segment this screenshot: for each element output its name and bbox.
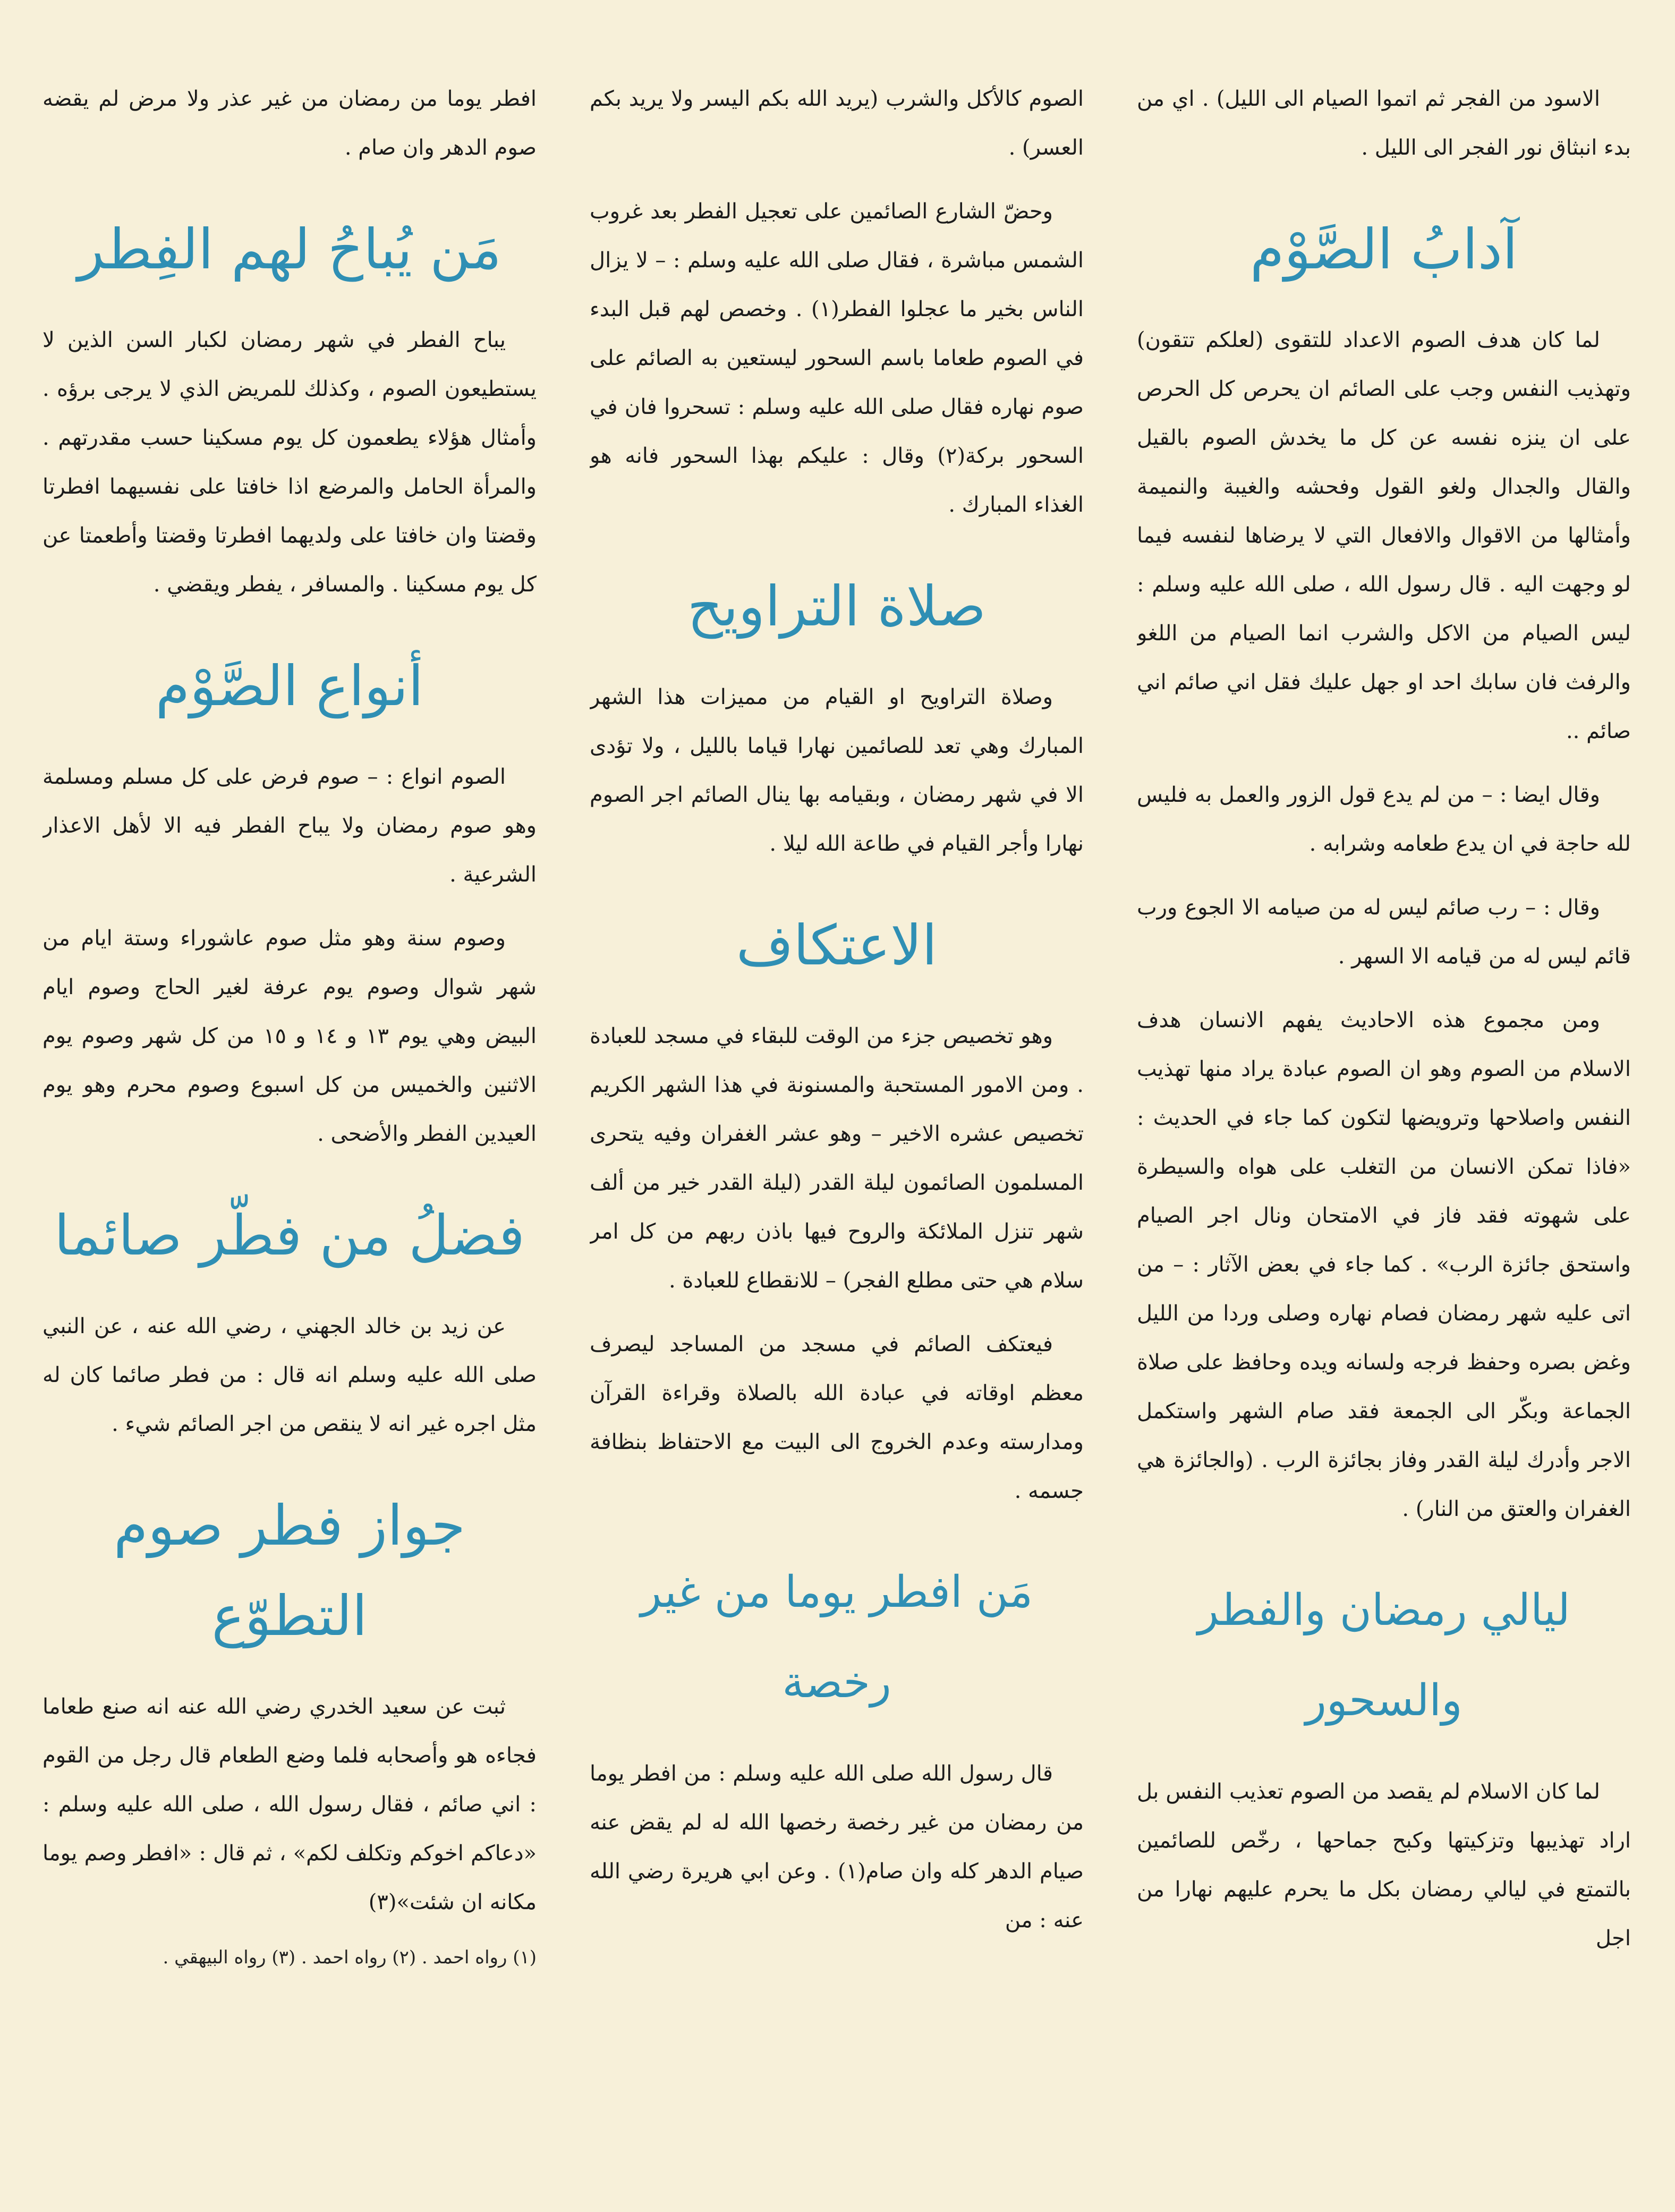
paragraph: عن زيد بن خالد الجهني ، رضي الله عنه ، عن النبي صلى الله عليه وسلم انه قال : من فطر صائما كان له مثل اجره غير انه لا ينقص من اجر الصائم شيء . [42, 1314, 537, 1436]
footnotes: (١) رواه احمد . (٢) رواه احمد . (٣) رواه البيهقي . [163, 1947, 537, 1968]
column-middle [590, 74, 1084, 2179]
section-heading: مَن يُباحُ لهم الفِطر [78, 217, 501, 282]
section-heading: آدابُ الصَّوْم [1250, 217, 1518, 282]
paragraph: الاسود من الفجر ثم اتموا الصيام الى الليل) . اي من بدء انبثاق نور الفجر الى الليل . [1137, 87, 1631, 160]
section-heading: فضلُ من فطّر صائما [54, 1203, 525, 1268]
paragraph: ثبت عن سعيد الخدري رضي الله عنه انه صنع طعاما فجاءه هو وأصحابه فلما وضع الطعام قال رجل من القوم : اني صائم ، فقال رسول الله ، صلى الله عليه وسلم : «دعاكم اخوكم وتكلف لكم» ، ثم قال : «افطر وصم يوما مكانه ان شئت»(٣) [42, 1694, 537, 1914]
paragraph: الصوم كالأكل والشرب (يريد الله بكم اليسر ولا يريد بكم العسر) . [590, 87, 1084, 160]
paragraph: لما كان الاسلام لم يقصد من الصوم تعذيب النفس بل اراد تهذيبها وتزكيتها وكبح جماحها ، رخّص للصائمين بالتمتع في ليالي رمضان بكل ما يحرم عليهم نهارا من اجل [1137, 1779, 1631, 1951]
paragraph: لما كان هدف الصوم الاعداد للتقوى (لعلكم تتقون) وتهذيب النفس وجب على الصائم ان يحرص كل الحرص على ان ينزه نفسه عن كل ما يخدش الصوم بالقيل والقال والجدال ولغو القول وفحشه والغيبة والنميمة وأمثالها من الاقوال والافعال التي لا يرضاها لنفسه فيما لو وجهت اليه . قال رسول الله ، صلى الله عليه وسلم : ليس الصيام من الاكل والشرب انما الصيام من اللغو والرفث فان سابك احد او جهل عليك فقل اني صائم اني صائم .. [1137, 328, 1631, 743]
paragraph: وحضّ الشارع الصائمين على تعجيل الفطر بعد غروب الشمس مباشرة ، فقال صلى الله عليه وسلم : – لا يزال الناس بخير ما عجلوا الفطر(١) . وخصص لهم قبل البدء في الصوم طعاما باسم السحور ليستعين به الصائم على صوم نهاره فقال صلى الله عليه وسلم : تسحروا فان في السحور بركة(٢) وقال : عليكم بهذا السحور فانه هو الغذاء المبارك . [590, 199, 1084, 517]
paragraph: وصلاة التراويح او القيام من مميزات هذا الشهر المبارك وهي تعد للصائمين نهارا قياما بالليل ، ولا تؤدى الا في شهر رمضان ، وبقيامه بها ينال الصائم اجر الصوم نهارا وأجر القيام في طاعة الله ليلا . [590, 685, 1084, 856]
column-left [42, 74, 537, 2179]
paragraph: وهو تخصيص جزء من الوقت للبقاء في مسجد للعبادة . ومن الامور المستحبة والمسنونة في هذا الشهر الكريم تخصيص عشره الاخير – وهو عشر الغفران وفيه يتحرى المسلمون الصائمون ليلة القدر (ليلة القدر خير من ألف شهر تنزل الملائكة والروح فيها باذن ربهم من كل امر سلام هي حتى مطلع الفجر) – للانقطاع للعبادة . [590, 1024, 1084, 1293]
paragraph: قال رسول الله صلى الله عليه وسلم : من افطر يوما من رمضان من غير رخصة رخصها الله له لم يقض عنه صيام الدهر كله وان صام(١) . وعن ابي هريرة رضي الله عنه : من [590, 1761, 1084, 1933]
paragraph: وقال ايضا : – من لم يدع قول الزور والعمل به فليس لله حاجة في ان يدع طعامه وشرابه . [1137, 783, 1631, 856]
section-heading: مَن افطر يوما من غير رخصة [640, 1567, 1033, 1708]
column-right [1137, 74, 1631, 2179]
paragraph: فيعتكف الصائم في مسجد من المساجد ليصرف معظم اوقاته في عبادة الله بالصلاة وقراءة القرآن ومدارسته وعدم الخروج الى البيت مع الاحتفاظ بنظافة جسمه . [590, 1332, 1084, 1503]
paragraph: يباح الفطر في شهر رمضان لكبار السن الذين لا يستطيعون الصوم ، وكذلك للمريض الذي لا يرجى برؤه . وأمثال هؤلاء يطعمون كل يوم مسكينا حسب مقدرتهم . والمرأة الحامل والمرضع اذا خافتا على نفسيهما افطرتا وقضتا وان خافتا على ولديهما افطرتا وقضتا وأطعمتا عن كل يوم مسكينا . والمسافر ، يفطر ويقضي . [42, 328, 537, 597]
paragraph: وصوم سنة وهو مثل صوم عاشوراء وستة ايام من شهر شوال وصوم يوم عرفة لغير الحاج وصوم ايام البيض وهي يوم ١٣ و ١٤ و ١٥ من كل شهر وصوم يوم الاثنين والخميس من كل اسبوع وصوم محرم وهو يوم العيدين الفطر والأضحى . [42, 926, 537, 1146]
paragraph: الصوم انواع : – صوم فرض على كل مسلم ومسلمة وهو صوم رمضان ولا يباح الفطر فيه الا لأهل الاعذار الشرعية . [42, 765, 537, 887]
paragraph: ومن مجموع هذه الاحاديث يفهم الانسان هدف الاسلام من الصوم وهو ان الصوم عبادة يراد منها تهذيب النفس واصلاحها وترويضها لتكون كما جاء في الحديث : «فاذا تمكن الانسان من التغلب على هواه والسيطرة على شهوته فقد فاز في الامتحان ونال اجر الصيام واستحق جائزة الرب» . كما جاء في بعض الآثار : – من اتى عليه شهر رمضان فصام نهاره وصلى وردا من الليل وغض بصره وحفظ فرجه ولسانه ويده وحافظ على صلاة الجماعة وبكّر الى الجمعة فقد صام الشهر واستكمل الاجر وأدرك ليلة القدر وفاز بجائزة الرب . (والجائزة هي الغفران والعتق من النار) . [1137, 1008, 1631, 1521]
section-heading: أنواع الصَّوْم [155, 654, 424, 718]
section-heading: صلاة التراويح [687, 574, 987, 639]
paragraph: افطر يوما من رمضان من غير عذر ولا مرض لم يقضه صوم الدهر وان صام . [42, 87, 537, 160]
section-heading: الاعتكاف [736, 913, 938, 978]
magazine-page [42, 74, 1631, 2179]
section-heading: جواز فطر صوم التطوّع [113, 1493, 466, 1648]
section-heading: ليالي رمضان والفطر والسحور [1197, 1585, 1570, 1726]
paragraph: وقال : – رب صائم ليس له من صيامه الا الجوع ورب قائم ليس له من قيامه الا السهر . [1137, 895, 1631, 969]
